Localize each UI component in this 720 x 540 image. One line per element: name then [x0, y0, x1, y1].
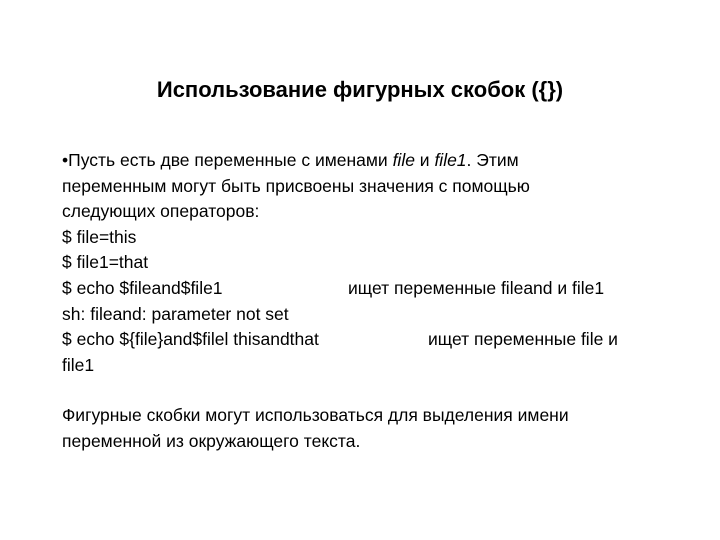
intro-and: и — [414, 150, 435, 170]
command-echo-1-row — [62, 276, 662, 302]
command-echo-2-note-cont: file1 — [62, 354, 95, 375]
command-echo-2: $ echo ${file}and$filel thisandthat — [62, 329, 319, 350]
intro-line-2: переменным могут быть присвоены значения с помощью — [62, 175, 530, 196]
intro-text-part2: . Этим — [466, 150, 519, 170]
variable-file1: file1 — [434, 150, 467, 170]
error-message: sh: fileand: parameter not set — [62, 303, 289, 324]
command-assign-file1: $ file1=that — [62, 252, 149, 273]
command-echo-1: $ echo $fileand$file1 — [62, 277, 223, 298]
command-echo-2-note: ищет переменные file и — [428, 329, 618, 350]
command-echo-1-note: ищет переменные fileand и file1 — [348, 277, 605, 298]
slide-title: Использование фигурных скобок ({}) — [156, 77, 564, 102]
bullet-icon: • — [62, 150, 69, 170]
command-echo-2-row — [62, 327, 662, 353]
variable-file: file — [392, 150, 415, 170]
slide-body — [62, 148, 662, 455]
command-assign-file: $ file=this — [62, 226, 137, 247]
conclusion-line-2: переменной из окружающего текста. — [62, 430, 361, 451]
intro-line-1 — [62, 148, 662, 174]
conclusion-line-1: Фигурные скобки могут использоваться для выделения имени — [62, 405, 569, 426]
intro-line-3: следующих операторов: — [62, 201, 260, 222]
spacer — [62, 378, 662, 403]
intro-text-part1: Пусть есть две переменные с именами — [68, 150, 393, 170]
